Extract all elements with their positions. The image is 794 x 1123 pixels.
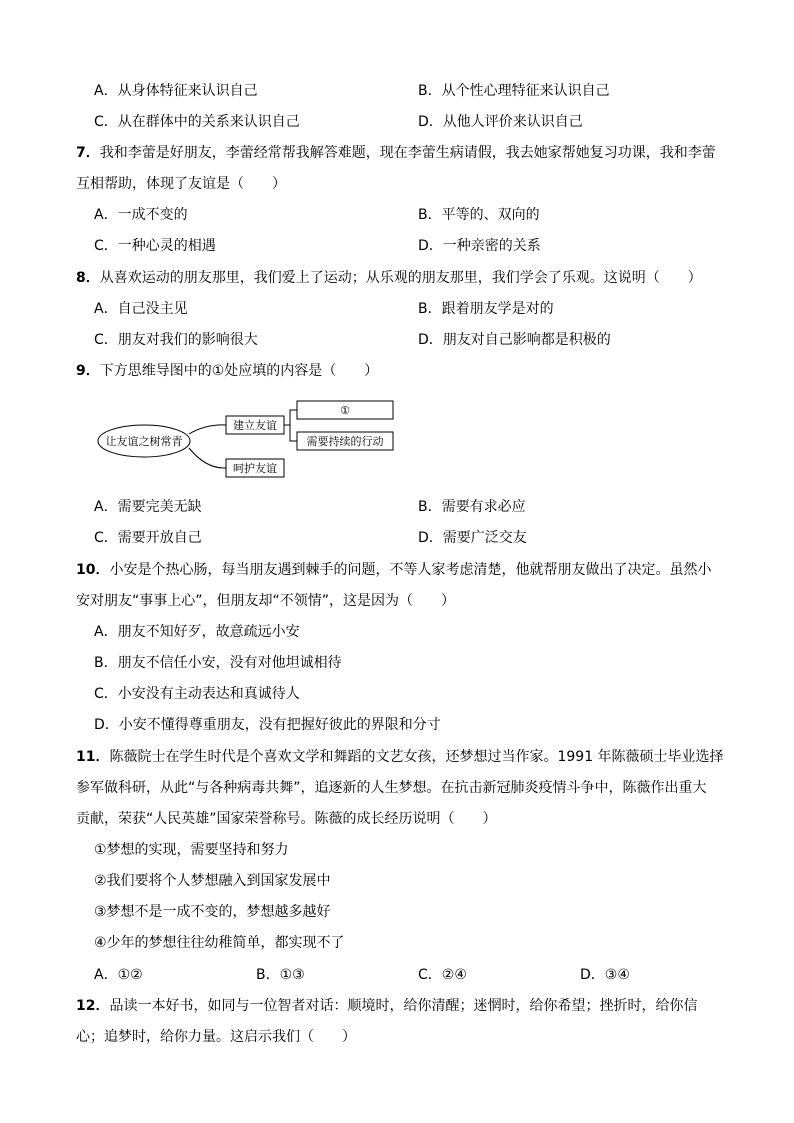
q11-option-d: D．③④ [580,967,630,983]
q7-option-a: A．一成不变的 [94,207,188,223]
mind-map-root-label: 让友谊之树常青 [105,435,183,448]
q7-option-d: D．一种亲密的关系 [418,238,541,254]
q7-option-c: C．一种心灵的相遇 [94,238,216,254]
q7-option-b: B．平等的、双向的 [418,207,540,223]
q12-stem-line1 [76,996,697,1016]
q9-number: 9． [76,363,100,379]
q10-number: 10． [76,562,110,578]
q7-stem-line2: 互相帮助，体现了友谊是（ ） [76,176,286,192]
q7-text: 我和李蕾是好朋友，李蕾经常帮我解答难题，现在李蕾生病请假，我去她家帮她复习功课，我和李蕾 [99,145,716,161]
q9-option-c: C．需要开放自己 [94,530,202,546]
q11-option-a: A．①② [94,967,143,983]
q11-statement-1: ①梦想的实现，需要坚持和努力 [94,842,289,858]
q10-option-a: A．朋友不知好歹，故意疏远小安 [94,624,300,640]
q11-number: 11． [76,749,110,765]
q8-option-d: D．朋友对自己影响都是积极的 [418,332,611,348]
mind-map-branch1-label: 建立友谊 [233,419,277,432]
q11-stem-line1 [76,747,724,767]
q9-text: 下方思维导图中的①处应填的内容是（ ） [99,363,379,379]
q11-statement-2: ②我们要将个人梦想融入到国家发展中 [94,873,331,889]
q8-text: 从喜欢运动的朋友那里，我们爱上了运动；从乐观的朋友那里，我们学会了乐观。这说明（ ） [99,270,702,286]
q11-option-c: C．②④ [418,967,467,983]
q9-option-d: D．需要广泛交友 [418,530,527,546]
q9-option-a: A．需要完美无缺 [94,499,202,515]
q10-stem-line2: 安对朋友“事事上心”，但朋友却“不领情”，这是因为（ ） [76,593,456,609]
q8-option-c: C．朋友对我们的影响很大 [94,332,258,348]
q11-stem-line2: 参军做科研，从此“与各种病毒共舞”，追逐新的人生梦想。在抗击新冠肺炎疫情斗争中，陈薇作出重大 [76,780,707,796]
q6-option-c: C．从在群体中的关系来认识自己 [94,114,300,130]
q8-option-a: A．自己没主见 [94,301,188,317]
q10-stem-line1 [76,560,711,580]
q10-option-b: B．朋友不信任小安，没有对他坦诚相待 [94,655,342,671]
mind-map-branch2-label: 呵护友谊 [233,462,277,475]
q7-number: 7． [76,145,100,161]
q10-option-d: D．小安不懂得尊重朋友，没有把握好彼此的界限和分寸 [94,717,441,733]
q12-text: 品读一本好书，如同与一位智者对话：顺境时，给你清醒；迷惘时，给你希望；挫折时，给你信 [109,998,698,1014]
q12-stem-line2: 心；追梦时，给你力量。这启示我们（ ） [76,1029,356,1045]
q6-option-b: B．从个性心理特征来认识自己 [418,83,610,99]
q8-stem-line1 [76,268,702,288]
q11-stem-line3: 贡献，荣获“人民英雄”国家荣誉称号。陈薇的成长经历说明（ ） [76,811,497,827]
q6-option-a: A．从身体特征来认识自己 [94,83,258,99]
q10-text: 小安是个热心肠，每当朋友遇到棘手的问题，不等人家考虑清楚，他就帮朋友做出了决定。虽然小 [109,562,712,578]
q12-number: 12． [76,998,110,1014]
q11-statement-3: ③梦想不是一成不变的，梦想越多越好 [94,904,331,920]
q9-stem-line1 [76,361,378,381]
q8-option-b: B．跟着朋友学是对的 [418,301,554,317]
q9-option-b: B．需要有求必应 [418,499,526,515]
q11-statement-4: ④少年的梦想往往幼稚简单，都实现不了 [94,935,345,951]
q10-option-c: C．小安没有主动表达和真诚待人 [94,686,300,702]
q8-number: 8． [76,270,100,286]
mind-map-diagram [96,394,396,484]
q6-option-d: D．从他人评价来认识自己 [418,114,583,130]
mind-map-leaf1-label: ① [340,404,350,417]
q11-option-b: B．①③ [256,967,305,983]
mind-map-leaf2-label: 需要持续的行动 [306,435,384,448]
q7-stem-line1 [76,143,716,163]
q11-text: 陈薇院士在学生时代是个喜欢文学和舞蹈的文艺女孩，还梦想过当作家。1991 年陈薇硕士毕业选择 [109,749,724,765]
